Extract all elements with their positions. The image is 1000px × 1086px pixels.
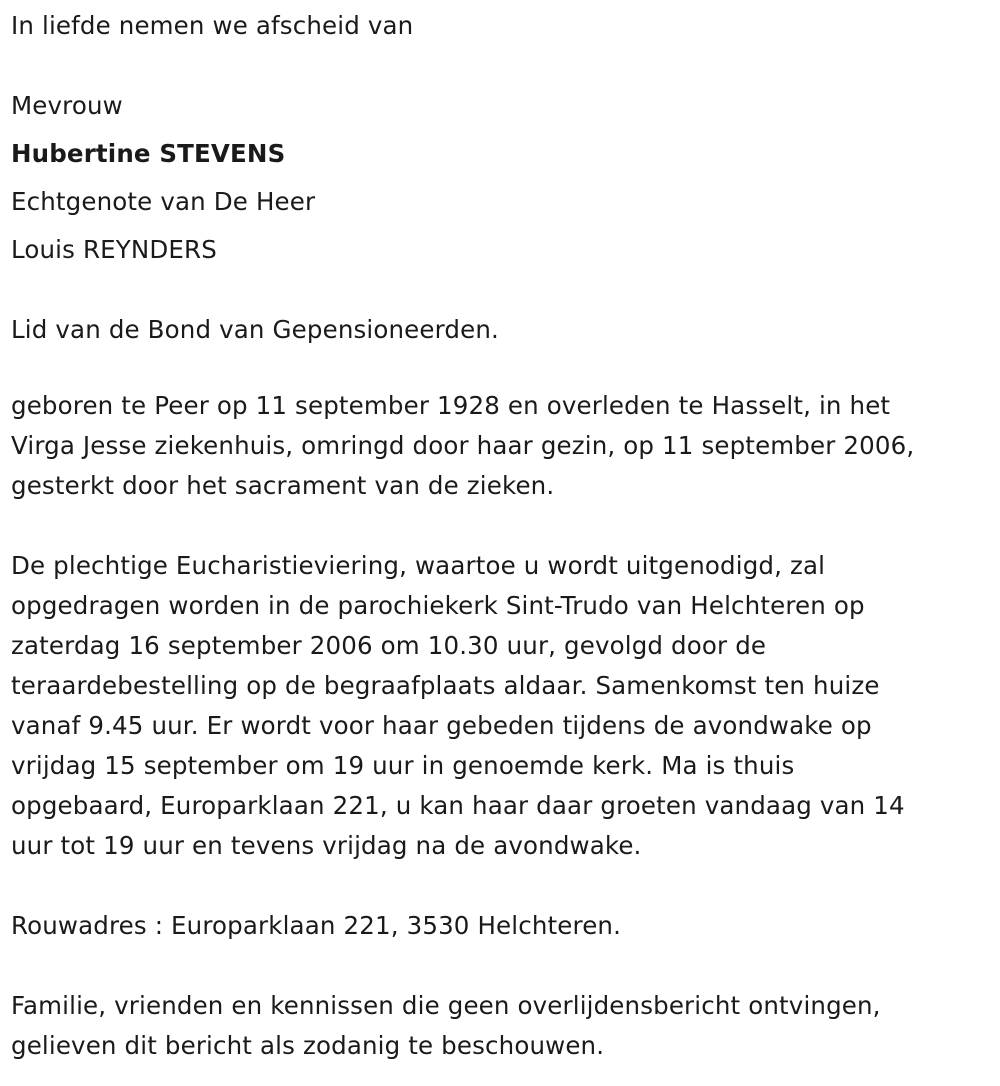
spacer bbox=[11, 354, 991, 386]
paragraph-line: Virga Jesse ziekenhuis, omringd door haar gezin, op 11 september 2006, bbox=[11, 431, 915, 460]
spacer bbox=[11, 274, 991, 306]
birth-death-paragraph bbox=[11, 386, 991, 506]
paragraph-line: gesterkt door het sacrament van de zieken. bbox=[11, 471, 555, 500]
paragraph-line: opgebaard, Europarklaan 221, u kan haar daar groeten vandaag van 14 bbox=[11, 791, 905, 820]
spouse-name: Louis REYNDERS bbox=[11, 235, 217, 264]
mourning-address: Rouwadres : Europarklaan 221, 3530 Helchteren. bbox=[11, 911, 622, 940]
spacer bbox=[11, 946, 991, 986]
paragraph-line: vrijdag 15 september om 19 uur in genoemde kerk. Ma is thuis bbox=[11, 751, 795, 780]
paragraph-line: opgedragen worden in de parochiekerk Sint-Trudo van Helchteren op bbox=[11, 591, 865, 620]
obituary-document bbox=[11, 0, 991, 1066]
closing-paragraph bbox=[11, 986, 991, 1066]
paragraph-line: geboren te Peer op 11 september 1928 en overleden te Hasselt, in het bbox=[11, 391, 891, 420]
honorific: Mevrouw bbox=[11, 91, 123, 120]
membership-text: Lid van de Bond van Gepensioneerden. bbox=[11, 315, 499, 344]
paragraph-line: teraardebestelling op de begraafplaats aldaar. Samenkomst ten huize bbox=[11, 671, 880, 700]
spacer bbox=[11, 506, 991, 546]
paragraph-line: gelieven dit bericht als zodanig te beschouwen. bbox=[11, 1031, 605, 1060]
deceased-name: Hubertine STEVENS bbox=[11, 139, 286, 168]
spacer bbox=[11, 866, 991, 906]
paragraph-line: vanaf 9.45 uur. Er wordt voor haar gebeden tijdens de avondwake op bbox=[11, 711, 872, 740]
paragraph-line: De plechtige Eucharistieviering, waartoe u wordt uitgenodigd, zal bbox=[11, 551, 826, 580]
intro-text: In liefde nemen we afscheid van bbox=[11, 11, 414, 40]
ceremony-paragraph bbox=[11, 546, 991, 866]
paragraph-line: zaterdag 16 september 2006 om 10.30 uur, gevolgd door de bbox=[11, 631, 767, 660]
paragraph-line: uur tot 19 uur en tevens vrijdag na de avondwake. bbox=[11, 831, 642, 860]
spacer bbox=[11, 50, 991, 82]
relation-text: Echtgenote van De Heer bbox=[11, 187, 316, 216]
paragraph-line: Familie, vrienden en kennissen die geen overlijdensbericht ontvingen, bbox=[11, 991, 881, 1020]
